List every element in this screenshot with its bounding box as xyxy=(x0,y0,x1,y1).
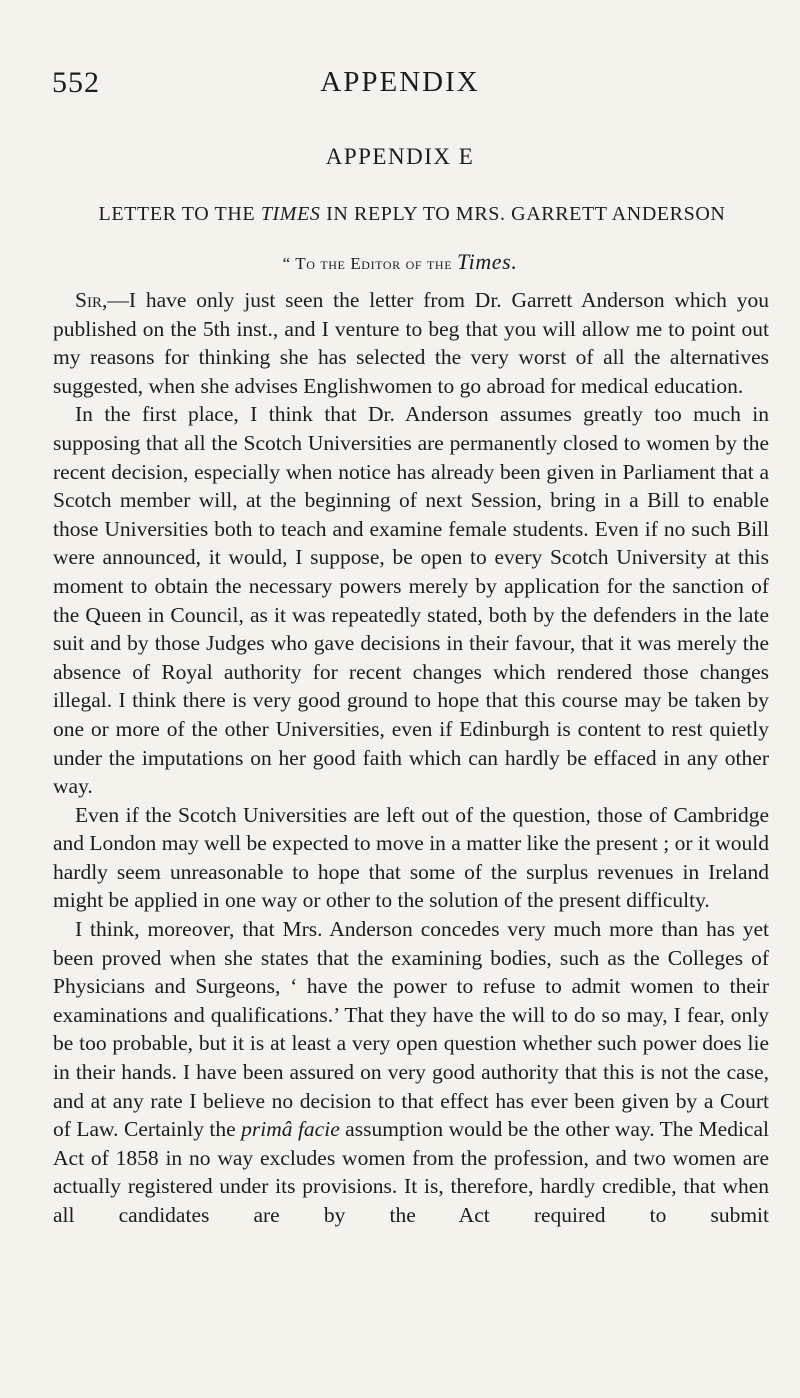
paragraph-4-italic: primâ facie xyxy=(241,1117,340,1142)
paragraph-1 xyxy=(53,286,769,400)
letter-heading xyxy=(54,203,770,226)
salutation-newspaper: Times. xyxy=(456,249,518,274)
paragraph-1-opening: Sir, xyxy=(75,288,108,312)
letter-heading-suffix: IN REPLY TO MRS. GARRETT ANDERSON xyxy=(320,203,726,225)
letter-heading-newspaper: TIMES xyxy=(260,203,321,225)
letter-heading-prefix: LETTER TO THE xyxy=(98,203,261,225)
paragraph-1-text: —I have only just seen the letter from Dr. Garrett Anderson which you published on the 5th inst., and I venture to beg that you will allow me to point out my reasons for thinking she has selected the very worst of all the alternatives suggested, when she advises Englishwomen to go abroad for medical education. xyxy=(53,288,769,398)
paragraph-4-text-a: I think, moreover, that Mrs. Anderson concedes very much more than has yet been proved when she states that the examining bodies, such as the Colleges of Physicians and Surgeons, ‘ have the power to refuse to admit women to their examinations and qualifications.’ That they have the will to do so may, I fear, only be too probable, but it is at least a very open question whether such power does lie in their hands. I have been assured on very good authority that this is not the case, and at any rate I believe no decision to that effect has ever been given by a Court of Law. Certainly the xyxy=(53,917,769,1142)
letter-body xyxy=(53,286,769,1230)
paragraph-4 xyxy=(53,915,769,1230)
running-title: APPENDIX xyxy=(320,66,480,98)
paragraph-3: Even if the Scotch Universities are left out of the question, those of Cambridge and London may well be expected to move in a matter like the present ; or it would hardly seem unreasonable to hope that some of the surplus revenues in Ireland might be applied in one way or other to the solution of the present difficulty. xyxy=(53,802,769,913)
paragraph-2: In the first place, I think that Dr. Anderson assumes greatly too much in supposing that all the Scotch Universities are permanently closed to women by the recent decision, especially when notice has already been given in Parliament that a Scotch member will, at the beginning of next Session, bring in a Bill to enable those Universities both to teach and examine female students. Even if no such Bill were announced, it would, I suppose, be open to every Scotch University at this moment to obtain the necessary powers merely by application for the sanction of the Queen in Council, as it was repeatedly stated, both by the defenders in the late suit and by those Judges who gave decisions in their favour, that it was merely the absence of Royal authority for recent changes which rendered those changes illegal. I think there is very good ground to hope that this course may be taken by one or more of the other Universities, even if Edinburgh is content to rest quietly under the imputations on her good faith which can hardly be effaced in any other way. xyxy=(53,402,769,799)
running-head xyxy=(0,66,800,106)
paragraph-4-text-b: assumption would be the other way. The Medical Act of 1858 in no way excludes women from the profession, and two women are actually registered under its provisions. It is, therefore, hardly credible, that when all candidates are by the Act required to submit xyxy=(53,1117,769,1227)
salutation xyxy=(0,249,800,275)
page-number: 552 xyxy=(52,66,100,99)
salutation-prefix: “ To the Editor of the xyxy=(282,254,457,273)
appendix-title: APPENDIX E xyxy=(325,144,475,169)
